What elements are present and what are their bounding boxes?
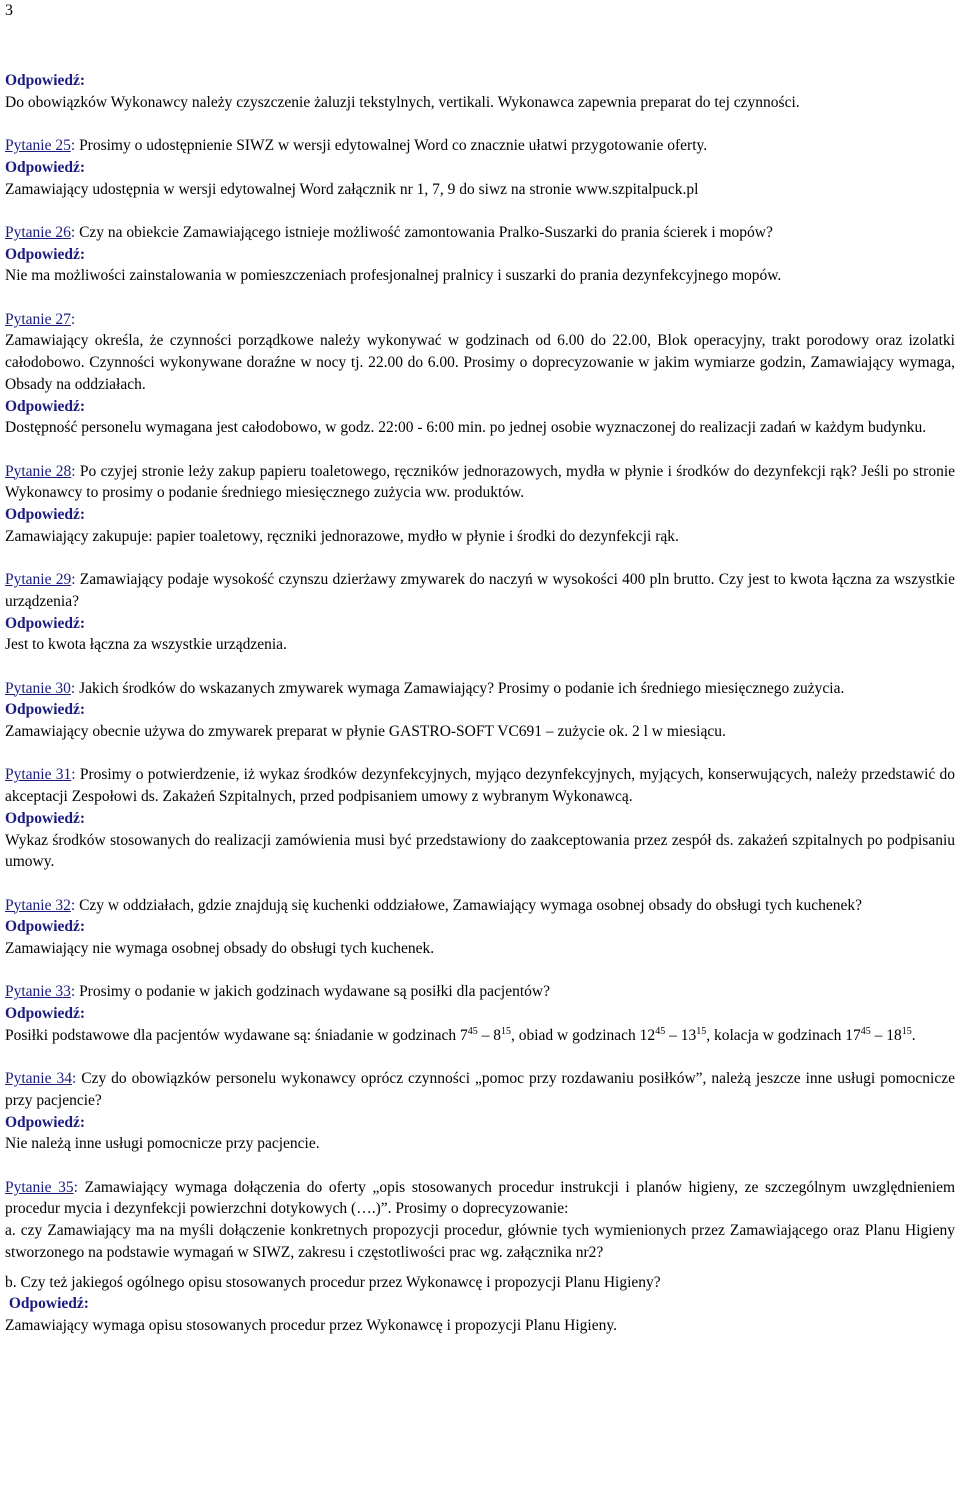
answer-text: Zamawiający zakupuje: papier toaletowy, ręczniki jednorazowe, mydło w płynie i środki do dezynfekcji rąk. [5, 527, 679, 545]
answer-text: Posiłki podstawowe dla pacjentów wydawane są: śniadanie w godzinach $7^{45} - 8^{15}$, obiad w godzinach $12^{45} - 13^{15}$, kolacja w godzinach $17^{45} - 18^{15}$. [5, 1025, 916, 1044]
answer-text: Wykaz środków stosowanych do realizacji zamówienia musi być przedstawiony do zaakceptowania przez zespół ds. zakażeń szpitalnych po podpisaniu umowy. [5, 831, 955, 871]
answer-text: Zamawiający obecnie używa do zmywarek preparat w płynie GASTRO-SOFT VC691 – zużycie ok. 2 l w miesiącu. [5, 723, 726, 740]
question-text: Zamawiający określa, że czynności porządkowe należy wykonywać w godzinach od 6.00 do 22.00, Blok operacyjny, trakt porodowy oraz izolatki całodobowo. Czynności wykonywane doraźne w nocy tj. 22.00 do 6.00. Prosimy o doprecyzowanie w jakim wymiarze godzin, Zamawiający wymaga, Obsady na oddziałach. [5, 332, 955, 393]
question-33: Pytanie 33: Prosimy o podanie w jakich godzinach wydawane są posiłki dla pacjentów? [5, 983, 550, 1001]
question-label: Pytanie 34 [5, 1070, 72, 1088]
question-25: Pytanie 25: Prosimy o udostępnienie SIWZ w wersji edytowalnej Word co znacznie ułatwi przygotowanie oferty. [5, 137, 708, 155]
answer-label: Odpowiedź: [5, 1113, 86, 1131]
answer-label: Odpowiedź: [5, 809, 86, 827]
question-text: Czy na obiekcie Zamawiającego istnieje możliwość zamontowania Pralko-Suszarki do prania ścierek i mopów? [79, 223, 773, 241]
answer-text: Do obowiązków Wykonawcy należy czyszczenie żaluzji tekstylnych, vertikali. Wykonawca zapewnia preparat do tej czynności. [5, 93, 800, 111]
question-label: Pytanie 28 [5, 462, 72, 480]
question-label: Pytanie 30 [5, 679, 71, 697]
question-text: Zamawiający wymaga dołączenia do oferty „opis stosowanych procedur instrukcji i planów higieny, ze szczególnym uwzględnieniem procedur mycia i dezynfekcji powierzchni dotykowych (….)”. Prosimy o doprecyzowanie: [5, 1178, 955, 1218]
question-label: Pytanie 26 [5, 223, 71, 241]
answer-text: Nie należą inne usługi pomocnicze przy pacjencie. [5, 1135, 320, 1153]
question-27: Pytanie 27: [5, 310, 76, 328]
question-text: Prosimy o potwierdzenie, iż wykaz środków dezynfekcyjnych, myjąco dezynfekcyjnych, myjących, konserwujących, należy przedstawić do akceptacji Zespołowi ds. Zakażeń Szpitalnych, przed podpisaniem umowy z wybranym Wykonawcą. [5, 766, 956, 806]
question-label: Pytanie 27 [5, 310, 71, 328]
question-text: Czy do obowiązków personelu wykonawcy oprócz czynności „pomoc przy rozdawaniu posiłków”, należą jeszcze inne usługi pomocnicze przy pacjencie? [5, 1070, 956, 1109]
answer-label: Odpowiedź: [5, 72, 86, 89]
question-31: Pytanie 31: Prosimy o potwierdzenie, iż wykaz środków dezynfekcyjnych, myjąco dezynfekcyjnych, myjących, konserwujących, należy przedstawić do akceptacji Zespołowi ds. Zakażeń Szpitalnych, przed podpisaniem umowy z wybranym Wykonawcą. [5, 766, 956, 806]
answer-label: Odpowiedź: [5, 918, 86, 936]
answer-label: Odpowiedź: [5, 614, 86, 632]
answer-text: Nie ma możliwości zainstalowania w pomieszczeniach profesjonalnej pralnicy i suszarki do prania dezynfekcyjnego mopów. [5, 267, 782, 285]
answer-label: Odpowiedź: [8, 1295, 89, 1313]
page-number: 3 [5, 2, 13, 19]
answer-text: Zamawiający udostępnia w wersji edytowalnej Word załącznik nr 1, 7, 9 do siwz na stronie www.szpitalpuck.pl [5, 180, 699, 198]
answer-label: Odpowiedź: [5, 1005, 86, 1023]
question-label: Pytanie 29 [5, 571, 72, 589]
question-29: Pytanie 29: Zamawiający podaje wysokość czynszu dzierżawy zmywarek do naczyń w wysokości 400 pln brutto. Czy jest to kwota łączna za wszystkie urządzenia? [5, 571, 955, 610]
question-label: Pytanie 33 [5, 983, 71, 1001]
document-body [5, 70, 955, 1337]
answer-text: Zamawiający nie wymaga osobnej obsady do obsługi tych kuchenek. [5, 940, 435, 957]
question-text: Po czyjej stronie leży zakup papieru toaletowego, ręczników jednorazowych, mydła w płynie i środków do dezynfekcji rąk? Jeśli po stronie Wykonawcy to prosimy o podanie średniego miesięcznego zużycia ww. produktów. [5, 462, 956, 502]
question-label: Pytanie 35 [5, 1178, 74, 1196]
question-label: Pytanie 31 [5, 766, 72, 784]
question-text: Prosimy o udostępnienie SIWZ w wersji edytowalnej Word co znacznie ułatwi przygotowanie oferty. [79, 137, 708, 155]
question-30: Pytanie 30: Jakich środków do wskazanych zmywarek wymaga Zamawiający? Prosimy o podanie ich średniego miesięcznego zużycia. [5, 679, 845, 697]
question-subpoint-a: a. czy Zamawiający ma na myśli dołączenie konkretnych propozycji procedur, głównie tych wymienionych przez Zamawiającego oraz Planu Higieny stworzonego na podstawie wymagań w SIWZ, zakresu i częstotliwości prac wg. załącznika nr2? [5, 1222, 955, 1261]
question-label: Pytanie 25 [5, 137, 71, 155]
question-text: Zamawiający podaje wysokość czynszu dzierżawy zmywarek do naczyń w wysokości 400 pln brutto. Czy jest to kwota łączna za wszystkie urządzenia? [5, 571, 955, 610]
question-subpoint-b: b. Czy też jakiegoś ogólnego opisu stosowanych procedur przez Wykonawcę i propozycji Planu Higieny? [5, 1273, 661, 1291]
question-34: Pytanie 34: Czy do obowiązków personelu wykonawcy oprócz czynności „pomoc przy rozdawaniu posiłków”, należą jeszcze inne usługi pomocnicze przy pacjencie? [5, 1070, 956, 1109]
answer-text: Jest to kwota łączna za wszystkie urządzenia. [5, 636, 287, 654]
question-text: Czy w oddziałach, gdzie znajdują się kuchenki oddziałowe, Zamawiający wymaga osobnej obsady do obsługi tych kuchenek? [79, 896, 862, 914]
answer-label: Odpowiedź: [5, 506, 86, 523]
question-32: Pytanie 32: Czy w oddziałach, gdzie znajdują się kuchenki oddziałowe, Zamawiający wymaga osobnej obsady do obsługi tych kuchenek? [5, 896, 862, 914]
answer-text: Dostępność personelu wymagana jest całodobowo, w godz. 22:00 - 6:00 min. po jednej osobie wyznaczonej do realizacji zadań w każdym budynku. [5, 419, 927, 437]
question-35: Pytanie 35: Zamawiający wymaga dołączenia do oferty „opis stosowanych procedur instrukcji i planów higieny, ze szczególnym uwzględnieniem procedur mycia i dezynfekcji powierzchni dotykowych (….)”. Prosimy o doprecyzowanie: [5, 1178, 955, 1218]
answer-label: Odpowiedź: [5, 158, 86, 176]
answer-label: Odpowiedź: [5, 397, 86, 415]
answer-label: Odpowiedź: [5, 245, 86, 263]
question-26: Pytanie 26: Czy na obiekcie Zamawiającego istnieje możliwość zamontowania Pralko-Suszarki do prania ścierek i mopów? [5, 223, 773, 241]
question-label: Pytanie 32 [5, 896, 71, 914]
question-28: Pytanie 28: Po czyjej stronie leży zakup papieru toaletowego, ręczników jednorazowych, mydła w płynie i środków do dezynfekcji rąk? Jeśli po stronie Wykonawcy to prosimy o podanie średniego miesięcznego zużycia ww. produktów. [5, 462, 956, 502]
question-text: Prosimy o podanie w jakich godzinach wydawane są posiłki dla pacjentów? [79, 983, 550, 1001]
answer-text: Zamawiający wymaga opisu stosowanych procedur przez Wykonawcę i propozycji Planu Higieny. [5, 1316, 617, 1334]
answer-label: Odpowiedź: [5, 701, 86, 719]
question-text: Jakich środków do wskazanych zmywarek wymaga Zamawiający? Prosimy o podanie ich średniego miesięcznego zużycia. [79, 679, 845, 697]
